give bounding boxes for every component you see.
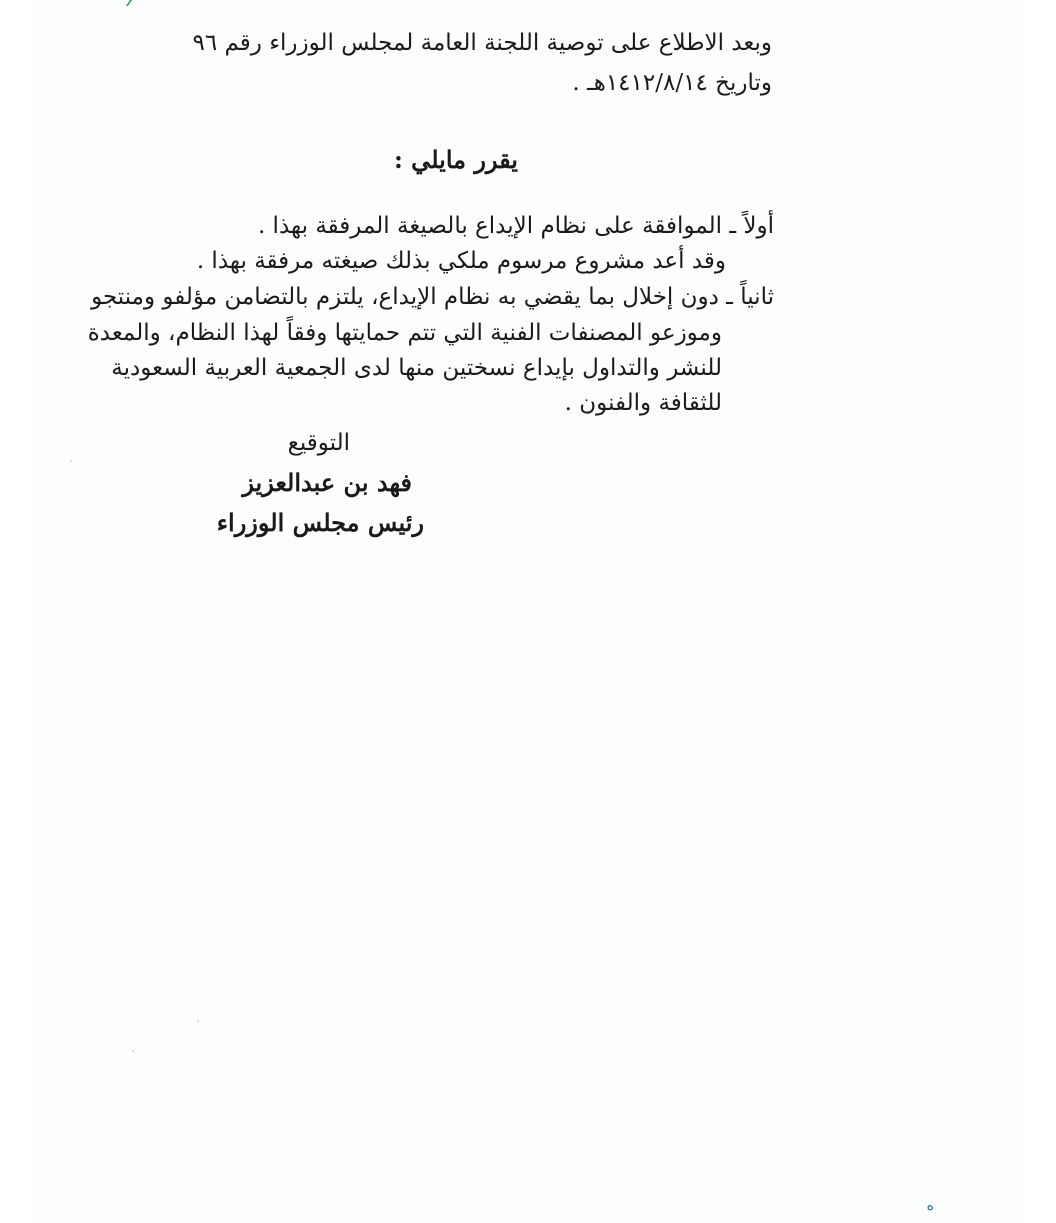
preamble-line-1: وبعد الاطلاع على توصية اللجنة العامة لمجلس الوزراء رقم ٩٦: [192, 30, 772, 56]
preamble-line-2: وتاريخ ١٤١٢/٨/١٤هـ .: [572, 70, 772, 96]
signatory-name: فهد بن عبدالعزيز: [242, 468, 412, 497]
scan-speck: [70, 460, 72, 462]
corner-mark: [126, 0, 146, 6]
article-second-cont-1: وموزعو المصنفات الفنية التي تتم حمايتها وفقاً لهذا النظام، والمعدة: [87, 320, 722, 346]
scan-speck: [197, 1020, 199, 1022]
signatory-title: رئيس مجلس الوزراء: [216, 508, 424, 537]
article-first-note: وقد أعد مشروع مرسوم ملكي بذلك صيغته مرفقة بهذا .: [196, 248, 726, 274]
signature-label: التوقيع: [287, 430, 350, 456]
decision-heading: يقرر مايلي :: [393, 145, 518, 174]
article-first: أولاً ـ الموافقة على نظام الإيداع بالصيغة المرفقة بهذا .: [257, 213, 774, 239]
article-second: ثانياً ـ دون إخلال بما يقضي به نظام الإيداع، يلتزم بالتضامن مؤلفو ومنتجو: [91, 284, 774, 310]
document-page: [32, 0, 1022, 1223]
page-mark: ه: [926, 1198, 934, 1214]
scan-speck: [132, 1050, 134, 1052]
article-second-cont-3: للثقافة والفنون .: [564, 390, 722, 416]
article-second-cont-2: للنشر والتداول بإيداع نسختين منها لدى الجمعية العربية السعودية: [111, 355, 722, 381]
